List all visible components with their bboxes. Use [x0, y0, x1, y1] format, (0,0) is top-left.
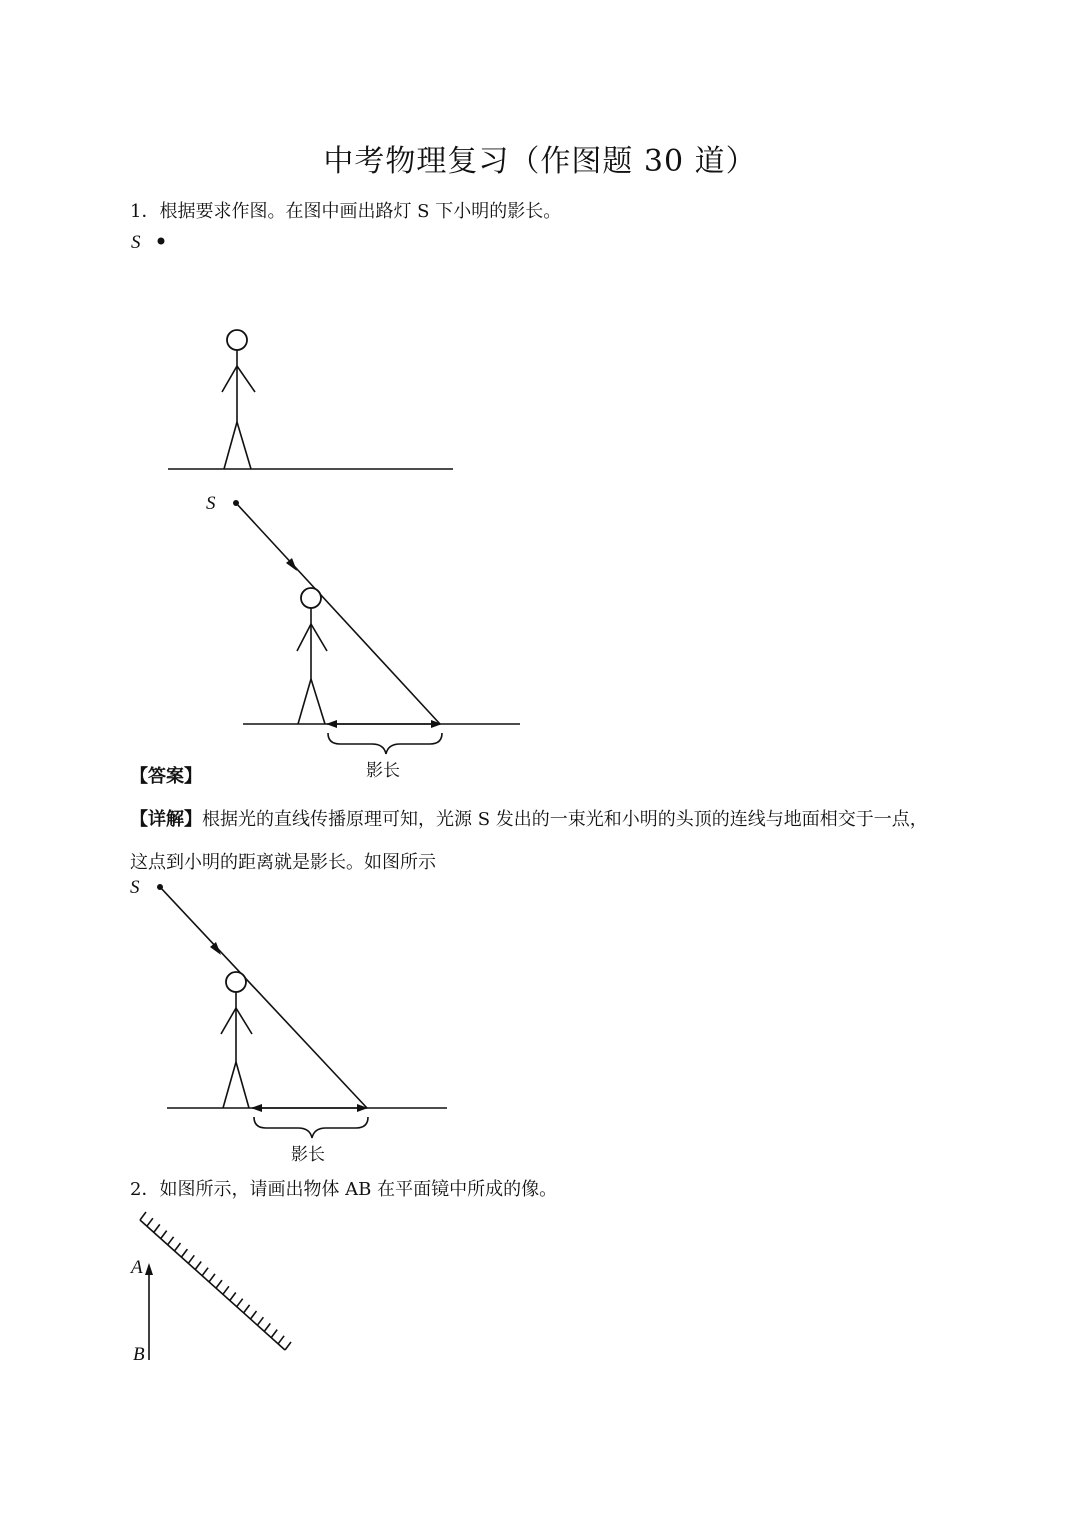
- point-b-label: B: [133, 1344, 145, 1365]
- point-a-label: A: [131, 1257, 143, 1278]
- mirror-hatch-tick: [181, 1249, 187, 1257]
- mirror-hatch-tick: [230, 1293, 236, 1301]
- mirror-hatch-tick: [188, 1255, 194, 1263]
- mirror-hatch-tick: [154, 1224, 160, 1232]
- mirror-hatch-tick: [195, 1262, 201, 1270]
- mirror-hatch-tick: [202, 1268, 208, 1276]
- mirror-hatch-tick: [285, 1342, 291, 1350]
- answer-1-light-label: S: [206, 493, 216, 514]
- answer-heading: 【答案】: [130, 766, 202, 787]
- mirror-hatch-tick: [278, 1336, 284, 1344]
- mirror-hatch-tick: [244, 1305, 250, 1313]
- mirror-hatch-tick: [140, 1212, 146, 1220]
- mirror-hatch-tick: [264, 1323, 270, 1331]
- answer-1-shadow-label: 影长: [366, 761, 400, 781]
- mirror-hatch-tick: [209, 1274, 215, 1282]
- explanation-shadow-label: 影长: [291, 1145, 325, 1165]
- question-2-number: 2．: [130, 1179, 160, 1200]
- mirror-hatch-tick: [237, 1299, 243, 1307]
- mirror-hatch-tick: [147, 1218, 153, 1226]
- question-1-number: 1．: [130, 201, 160, 222]
- question-1-text: 根据要求作图。在图中画出路灯 S 下小明的影长。: [159, 201, 562, 222]
- question-1-light-label: S: [131, 232, 141, 253]
- mirror-hatch-tick: [223, 1286, 229, 1294]
- mirror-hatching: [140, 1212, 291, 1350]
- mirror-hatch-tick: [168, 1237, 174, 1245]
- explanation-heading: 【详解】: [130, 809, 202, 830]
- explanation-light-label: S: [130, 877, 140, 898]
- mirror-hatch-tick: [251, 1311, 257, 1319]
- mirror-hatch-tick: [257, 1317, 263, 1325]
- mirror-hatch-tick: [216, 1280, 222, 1288]
- object-arrowhead: [145, 1263, 153, 1275]
- mirror-hatch-tick: [271, 1330, 277, 1338]
- page-title: 中考物理复习（作图题 30 道）: [323, 144, 757, 179]
- mirror-hatch-tick: [175, 1243, 181, 1251]
- question-2-text: 如图所示，请画出物体 AB 在平面镜中所成的像。: [159, 1179, 558, 1200]
- explanation-text-1: 根据光的直线传播原理可知，光源 S 发出的一束光和小明的头顶的连线与地面相交于一点，: [202, 809, 928, 830]
- plane-mirror: [140, 1220, 285, 1350]
- explanation-line-2: 这点到小明的距离就是影长。如图所示: [130, 852, 436, 873]
- mirror-hatch-tick: [161, 1231, 167, 1239]
